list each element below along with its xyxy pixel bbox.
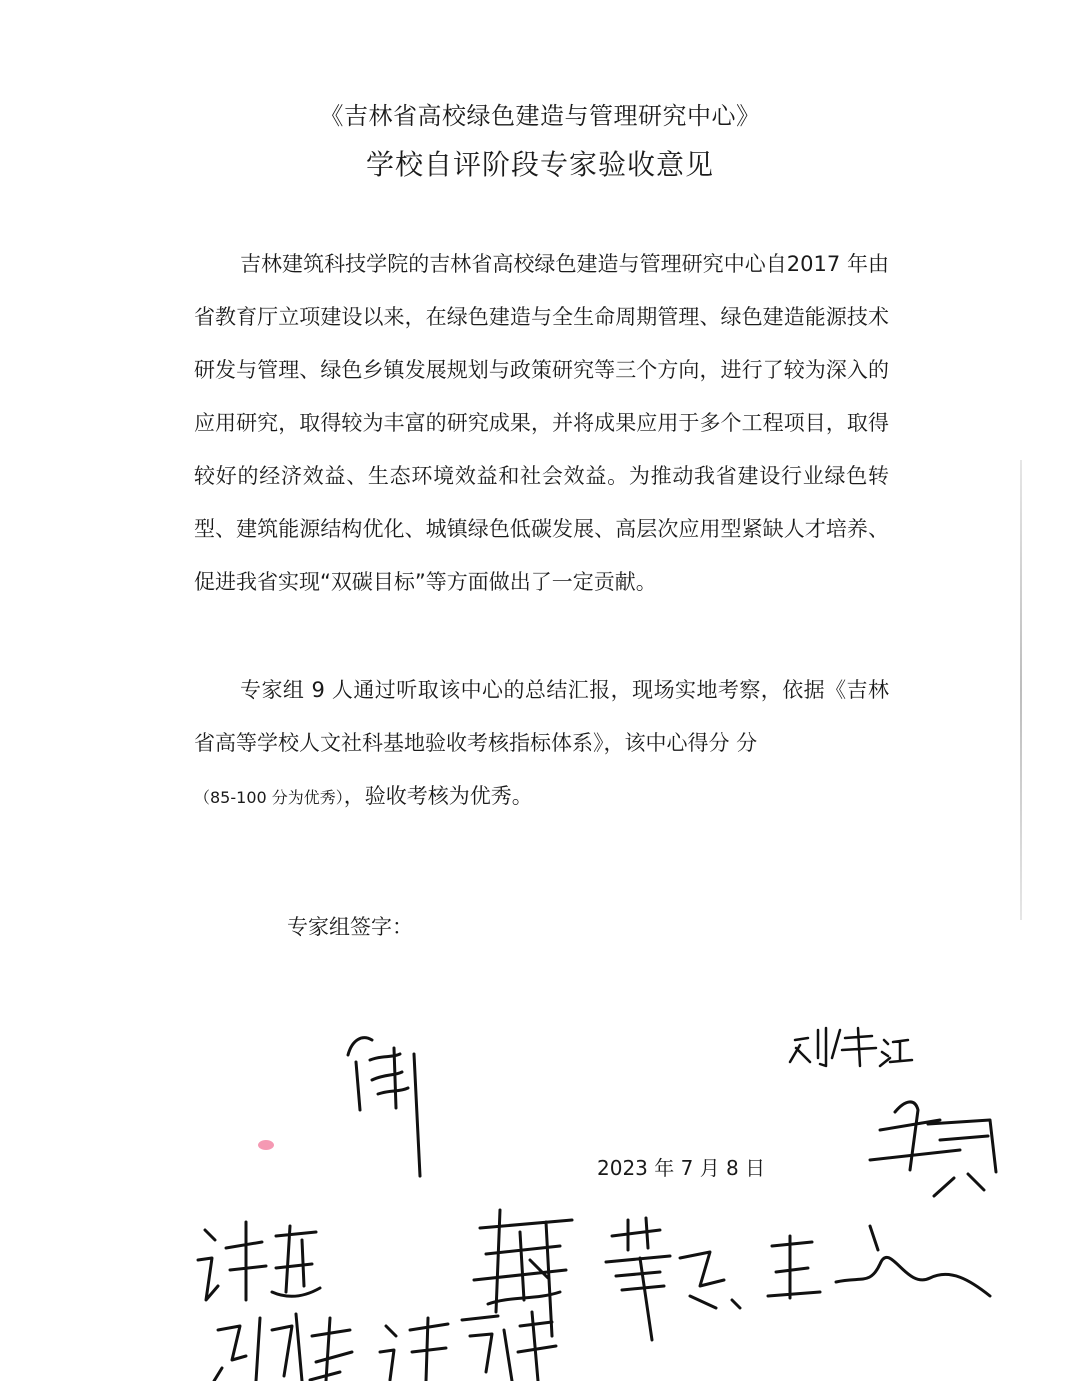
signature-3 [870, 1102, 996, 1196]
signature-1 [348, 1038, 420, 1176]
score-note: （85-100 分为优秀） [194, 788, 344, 807]
signature-label: 专家组签字： [287, 915, 413, 939]
signature-tan [380, 1312, 556, 1381]
document-title: 《吉林省高校绿色建造与管理研究中心》 [319, 102, 761, 130]
paragraph-2-main: 专家组 9 人通过听取该中心的总结汇报，现场实地考察，依据《吉林省高等学校人文社科基地验收考核指标体系》，该中心得分 分 [194, 678, 889, 755]
document-subtitle: 学校自评阶段专家验收意见 [365, 148, 714, 181]
signature-date: 2023 年 7 月 8 日 [597, 1156, 766, 1180]
paragraph-2-end: ，验收考核为优秀。 [343, 784, 533, 808]
signature-xu [198, 1222, 320, 1300]
signature-liu-weijiang [790, 1028, 912, 1066]
signature-huang [606, 1218, 740, 1340]
signature-wang [768, 1226, 990, 1298]
paragraph-1: 吉林建筑科技学院的吉林省高校绿色建造与管理研究中心自2017 年由省教育厅立项建设以来，在绿色建造与全生命周期管理、绿色建造能源技术研发与管理、绿色乡镇发展规划与政策研究等三个方向，进行了较为深入的应用研究，取得较为丰富的研究成果，并将成果应用于多个工程项目，取得较好的经济效益、生态环境效益和社会效益。为推动我省建设行业绿色转型、建筑能源结构优化、城镇绿色低碳发展、高层次应用型紧缺人才培养、促进我省实现“双碳目标”等方面做出了一定贡献。 [194, 252, 889, 594]
signature-zhang [214, 1314, 352, 1381]
